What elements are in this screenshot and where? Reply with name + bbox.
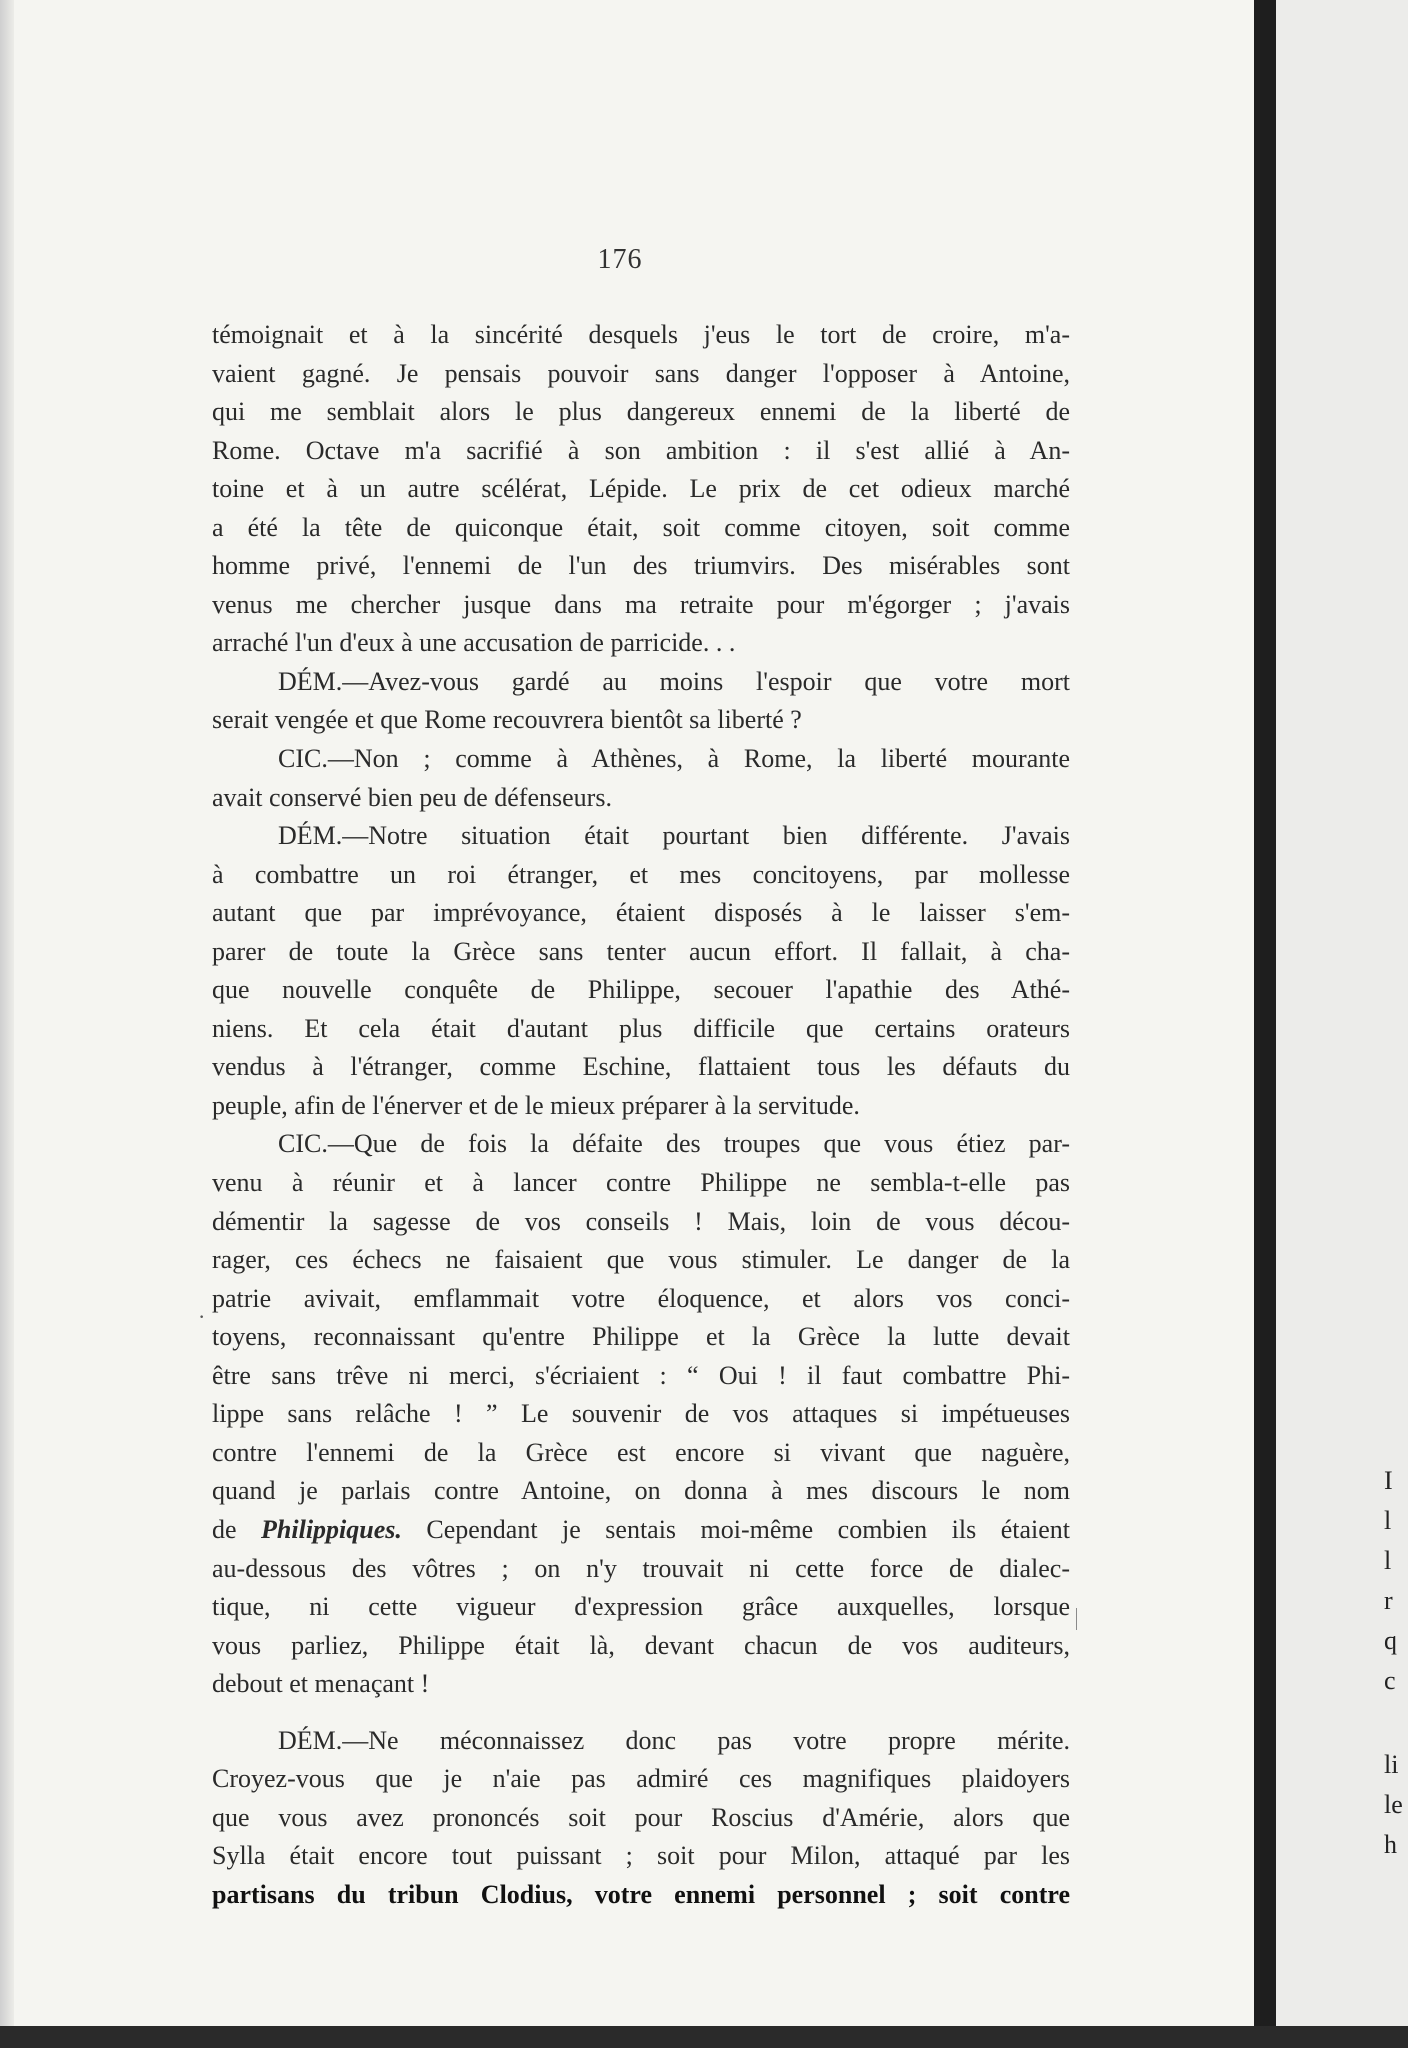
line-text: lippe sans relâche ! ” Le souvenir de vos attaques si impétueuses (212, 1399, 1070, 1429)
line-text: partisans du tribun Clodius, votre ennemi personnel ; soit contre (212, 1879, 1070, 1909)
line-text: quand je parlais contre Antoine, on donna à mes discours le nom (212, 1476, 1070, 1506)
line-text: peuple, afin de l'énerver et de le mieux préparer à la servitude. (212, 1090, 860, 1120)
text-line (212, 1722, 1070, 1761)
speaker-label: CIC. (278, 744, 328, 774)
line-text: vous parliez, Philippe était là, devant chacun de vos auditeurs, (212, 1630, 1070, 1660)
paragraph (212, 1125, 1070, 1703)
text-line (212, 971, 1070, 1010)
paragraph-gap (212, 1704, 1070, 1722)
text-line (212, 1876, 1070, 1915)
text-line (212, 509, 1070, 548)
line-text: démentir la sagesse de vos conseils ! Mais, loin de vous décou- (212, 1206, 1070, 1236)
book-gutter (1254, 0, 1276, 2048)
text-line (212, 393, 1070, 432)
line-text: venus me chercher jusque dans ma retraite pour m'égorger ; j'avais (212, 589, 1070, 619)
line-text: vendus à l'étranger, comme Eschine, flattaient tous les défauts du (212, 1052, 1070, 1082)
facing-page-fragment: I (1384, 1466, 1393, 1495)
margin-mark: · (198, 1304, 206, 1329)
text-line (212, 856, 1070, 895)
text-line (212, 586, 1070, 625)
line-text: —Avez-vous gardé au moins l'espoir que votre mort (342, 666, 1070, 696)
line-text: parer de toute la Grèce sans tenter aucun effort. Il fallait, à cha- (212, 936, 1070, 966)
body-text (212, 316, 1070, 1914)
text-line (212, 894, 1070, 933)
line-text: toyens, reconnaissant qu'entre Philippe et la Grèce la lutte devait (212, 1322, 1070, 1352)
facing-page-fragment: li (1384, 1750, 1399, 1779)
line-text: au-dessous des vôtres ; on n'y trouvait ni cette force de dialec- (212, 1553, 1070, 1583)
text-line (212, 1665, 1070, 1704)
text-line (212, 1627, 1070, 1666)
facing-page-fragment: c (1384, 1666, 1396, 1695)
line-text: rager, ces échecs ne faisaient que vous stimuler. Le danger de la (212, 1245, 1070, 1275)
line-text: témoignait et à la sincérité desquels j'eus le tort de croire, m'a- (212, 320, 1070, 349)
line-text: Croyez-vous que je n'aie pas admiré ces magnifiques plaidoyers (212, 1764, 1070, 1794)
left-page-edge (0, 0, 14, 2048)
facing-page-fragment: r (1384, 1586, 1393, 1615)
line-text: autant que par imprévoyance, étaient disposés à le laisser s'em- (212, 898, 1070, 928)
line-text: homme privé, l'ennemi de l'un des triumvirs. Des misérables sont (212, 551, 1070, 581)
margin-mark (1076, 1608, 1077, 1630)
line-text: à combattre un roi étranger, et mes concitoyens, par mollesse (212, 859, 1070, 889)
text-line (212, 355, 1070, 394)
text-line (212, 1760, 1070, 1799)
text-line (212, 1087, 1070, 1126)
text-line (212, 1357, 1070, 1396)
text-line (212, 547, 1070, 586)
line-text: serait vengée et que Rome recouvrera bientôt sa liberté ? (212, 705, 802, 735)
paragraph (212, 663, 1070, 740)
facing-page-fragment: h (1384, 1830, 1397, 1859)
text-line (212, 1588, 1070, 1627)
speaker-label: CIC. (278, 1129, 328, 1159)
text-line (212, 432, 1070, 471)
scan-bottom-border (0, 2026, 1408, 2048)
text-line (212, 1048, 1070, 1087)
line-text: debout et menaçant ! (212, 1669, 430, 1699)
text-line (212, 1837, 1070, 1876)
text-line (212, 1511, 1070, 1550)
line-text: —Que de fois la défaite des troupes que vous étiez par- (327, 1129, 1070, 1159)
line-text: vaient gagné. Je pensais pouvoir sans danger l'opposer à Antoine, (212, 358, 1070, 388)
line-text: être sans trêve ni merci, s'écriaient : “ Oui ! il faut combattre Phi- (212, 1360, 1070, 1390)
text-line (212, 1280, 1070, 1319)
line-text: —Non ; comme à Athènes, à Rome, la liberté mourante (327, 744, 1070, 774)
line-text: qui me semblait alors le plus dangereux ennemi de la liberté de (212, 397, 1070, 427)
line-text: —Notre situation était pourtant bien différente. J'avais (342, 821, 1070, 851)
text-line (212, 1010, 1070, 1049)
facing-page-fragment: q (1384, 1626, 1397, 1655)
line-text: venu à réunir et à lancer contre Philippe ne sembla-t-elle pas (212, 1168, 1070, 1198)
text-line (212, 1799, 1070, 1838)
line-text: a été la tête de quiconque était, soit comme citoyen, soit comme (212, 512, 1070, 542)
text-line (212, 1318, 1070, 1357)
line-text: toine et à un autre scélérat, Lépide. Le prix de cet odieux marché (212, 474, 1070, 504)
text-line (212, 779, 1070, 818)
speaker-label: DÉM. (278, 821, 343, 851)
line-text: contre l'ennemi de la Grèce est encore si vivant que naguère, (212, 1437, 1070, 1467)
text-line (212, 1395, 1070, 1434)
text-line (212, 740, 1070, 779)
text-line (212, 817, 1070, 856)
paragraph (212, 817, 1070, 1125)
speaker-label: DÉM. (278, 1725, 343, 1755)
facing-page-fragment: l (1384, 1546, 1392, 1575)
line-text: —Ne méconnaissez donc pas votre propre mérite. (342, 1725, 1070, 1755)
text-line (212, 1434, 1070, 1473)
facing-page-edge (1276, 0, 1408, 2048)
line-text: que nouvelle conquête de Philippe, secouer l'apathie des Athé- (212, 975, 1070, 1005)
line-text: Sylla était encore tout puissant ; soit pour Milon, attaqué par les (212, 1841, 1070, 1871)
text-line (212, 1241, 1070, 1280)
text-line (212, 701, 1070, 740)
text-line (212, 1203, 1070, 1242)
paragraph (212, 316, 1070, 663)
text-line (212, 470, 1070, 509)
line-text: Rome. Octave m'a sacrifié à son ambition : il s'est allié à An- (212, 435, 1070, 465)
line-text: avait conservé bien peu de défenseurs. (212, 782, 612, 812)
speaker-label: DÉM. (278, 666, 343, 696)
text-line (212, 933, 1070, 972)
text-line (212, 624, 1070, 663)
line-text: patrie avivait, emflammait votre éloquence, et alors vos conci- (212, 1283, 1070, 1313)
text-line (212, 663, 1070, 702)
page-number: 176 (597, 244, 643, 275)
paragraph (212, 740, 1070, 817)
italic-title: Philippiques. (261, 1514, 402, 1544)
line-text: que vous avez prononcés soit pour Roscius d'Amérie, alors que (212, 1802, 1070, 1832)
text-line (212, 1164, 1070, 1203)
line-text: tique, ni cette vigueur d'expression grâce auxquelles, lorsque (212, 1592, 1070, 1622)
facing-page-fragment: l (1384, 1506, 1392, 1535)
line-text: de Philippiques. Cependant je sentais moi-même combien ils étaient (212, 1514, 1070, 1544)
paragraph (212, 1722, 1070, 1915)
text-line (212, 1472, 1070, 1511)
text-line (212, 1550, 1070, 1589)
text-line (212, 316, 1070, 355)
line-text: arraché l'un d'eux à une accusation de parricide. . . (212, 628, 736, 658)
text-line (212, 1125, 1070, 1164)
line-text: niens. Et cela était d'autant plus difficile que certains orateurs (212, 1013, 1070, 1043)
facing-page-fragment: le (1384, 1790, 1403, 1819)
